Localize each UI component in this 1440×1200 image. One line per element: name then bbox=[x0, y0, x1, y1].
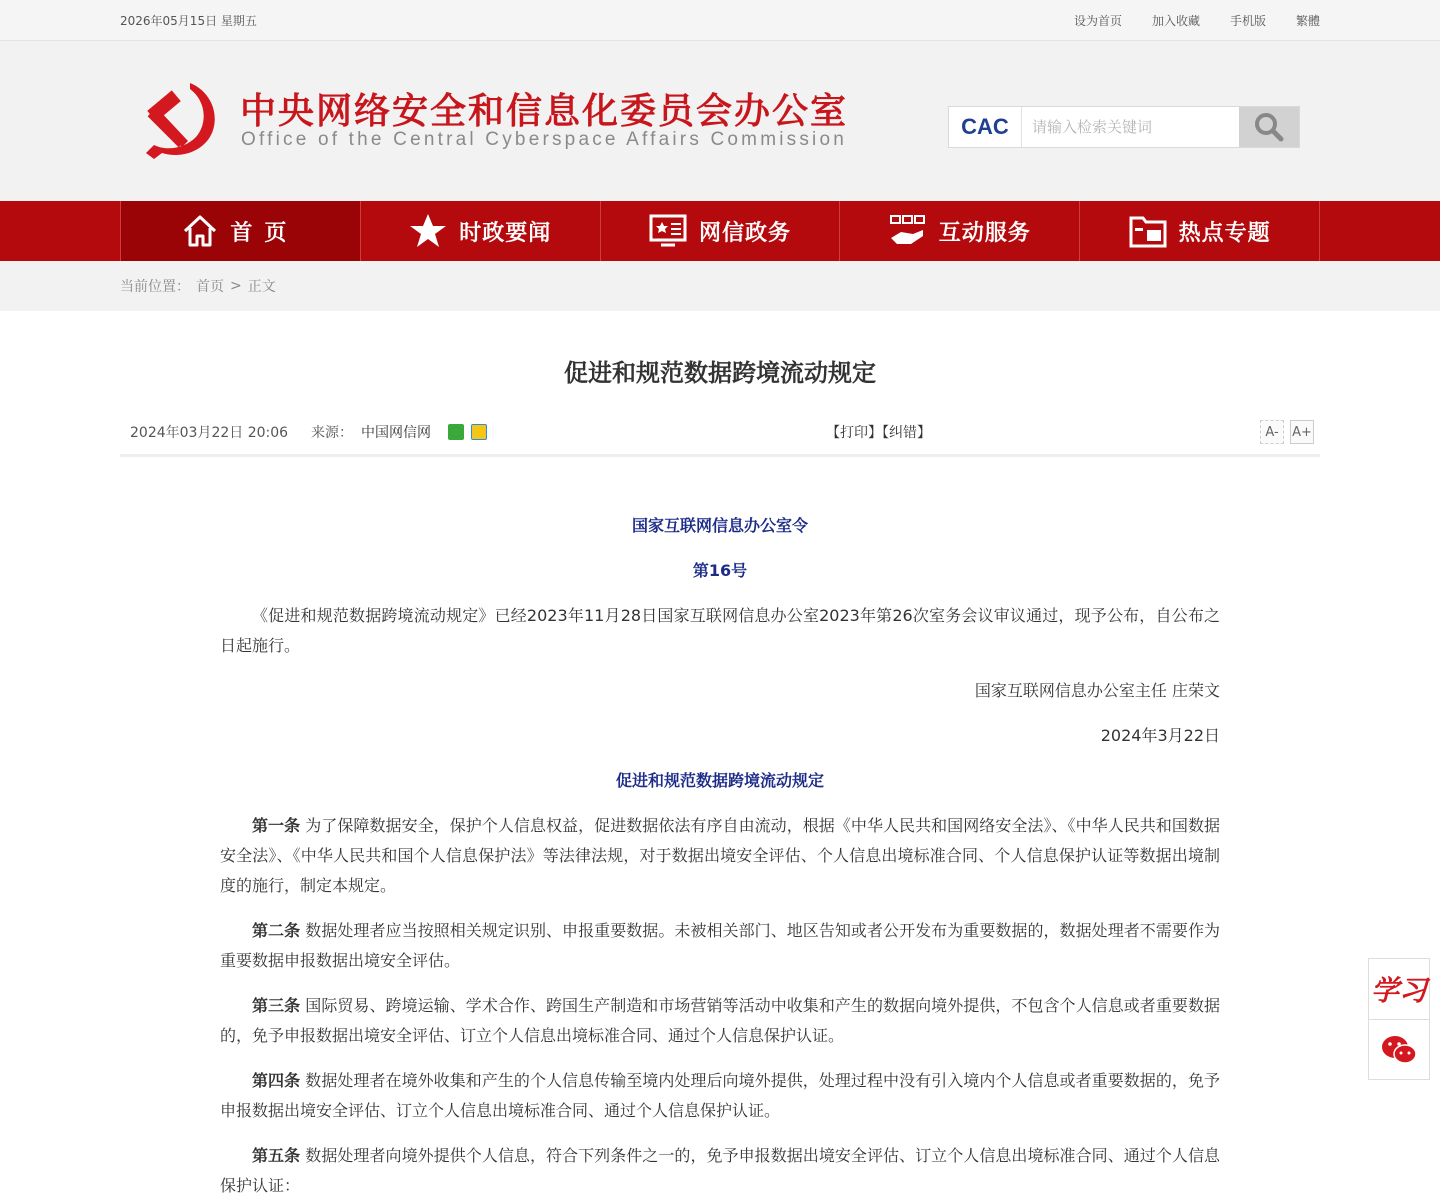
article-clause bbox=[220, 1141, 1220, 1200]
xuexi-label: 学习 bbox=[1370, 974, 1427, 1007]
clause-text: 为了保障数据安全，保护个人信息权益，促进数据依法有序自由流动，根据《中华人民共和国网络安全法》、《中华人民共和国数据安全法》、《中华人民共和国个人信息保护法》等法律法规，对于数据出境安全评估、个人信息出境标准合同、个人信息保护认证等数据出境制度的施行，制定本规定。 bbox=[220, 816, 1220, 895]
floating-side-links bbox=[1368, 958, 1430, 1080]
nav-item-home[interactable] bbox=[121, 201, 361, 261]
search-input[interactable] bbox=[1022, 107, 1239, 147]
source-label: 来源： bbox=[311, 425, 353, 441]
clause-heading: 第四条 bbox=[252, 1071, 301, 1090]
article bbox=[120, 353, 1320, 1200]
clause-text: 国际贸易、跨境运输、学术合作、跨国生产制造和市场营销等活动中收集和产生的数据向境外提供，不包含个人信息或者重要数据的，免予申报数据出境安全评估、订立个人信息出境标准合同、通过个人信息保护认证。 bbox=[220, 996, 1220, 1045]
article-meta bbox=[120, 413, 1320, 457]
breadcrumb-label: 当前位置： bbox=[120, 279, 190, 295]
star-icon bbox=[409, 213, 447, 249]
nav-item-affairs[interactable] bbox=[601, 201, 841, 261]
home-icon bbox=[182, 214, 218, 248]
current-date: 2026年05月15日 星期五 bbox=[120, 13, 257, 28]
nav-item-topics[interactable] bbox=[1080, 201, 1320, 261]
set-homepage-link[interactable]: 设为首页 bbox=[1073, 13, 1122, 28]
wechat-icon bbox=[1381, 1034, 1417, 1066]
clause-text: 数据处理者应当按照相关规定识别、申报重要数据。未被相关部门、地区告知或者公开发布为重要数据的，数据处理者不需要作为重要数据申报数据出境安全评估。 bbox=[220, 921, 1220, 970]
search-icon bbox=[1253, 111, 1285, 143]
share-buttons bbox=[448, 424, 494, 440]
hammer-sickle-icon[interactable] bbox=[138, 79, 220, 161]
site-title-cn[interactable]: 中央网络安全和信息化委员会办公室 bbox=[240, 91, 849, 132]
xuexi-link[interactable] bbox=[1369, 959, 1429, 1019]
order-title: 国家互联网信息办公室令 bbox=[631, 516, 808, 535]
breadcrumb-separator: > bbox=[230, 278, 242, 294]
article-source bbox=[311, 422, 431, 442]
clause-text: 数据处理者在境外收集和产生的个人信息传输至境内处理后向境外提供，处理过程中没有引入境内个人信息或者重要数据的，免予申报数据出境安全评估、订立个人信息出境标准合同、通过个人信息保护认证。 bbox=[220, 1071, 1220, 1120]
correct-link[interactable]: 【纠错】 bbox=[882, 425, 931, 441]
nav-label-home: 首页 bbox=[230, 220, 299, 246]
nav-label-topics: 热点专题 bbox=[1178, 220, 1271, 246]
search-box bbox=[948, 106, 1300, 148]
hand-icon bbox=[889, 214, 927, 248]
article-clause bbox=[220, 916, 1220, 976]
top-links bbox=[1044, 12, 1320, 29]
order-number: 第16号 bbox=[692, 561, 748, 580]
print-link[interactable]: 【打印】 bbox=[826, 425, 882, 441]
order-date: 2024年3月22日 bbox=[1100, 726, 1220, 745]
breadcrumb-home-link[interactable]: 首页 bbox=[196, 279, 224, 295]
top-utility-bar bbox=[0, 0, 1440, 41]
nav-label-news: 时政要闻 bbox=[459, 220, 552, 246]
order-intro: 《促进和规范数据跨境流动规定》已经2023年11月28日国家互联网信息办公室2023年第26次室务会议审议通过，现予公布，自公布之日起施行。 bbox=[220, 606, 1220, 655]
nav-item-interact[interactable] bbox=[840, 201, 1080, 261]
font-size-controls bbox=[1254, 420, 1314, 444]
main-nav bbox=[0, 201, 1440, 261]
breadcrumb bbox=[0, 261, 1440, 311]
clause-heading: 第三条 bbox=[252, 996, 301, 1015]
print-correct-links bbox=[826, 422, 931, 442]
site-title-en: Office of the Central Cyberspace Affairs Commission bbox=[241, 129, 848, 150]
clause-text: 数据处理者向境外提供个人信息，符合下列条件之一的，免予申报数据出境安全评估、订立个人信息出境标准合同、通过个人信息保护认证： bbox=[220, 1146, 1220, 1195]
source-name: 中国网信网 bbox=[361, 425, 431, 441]
nav-label-interact: 互动服务 bbox=[938, 220, 1031, 246]
qzone-share-icon[interactable] bbox=[471, 424, 487, 440]
article-datetime: 2024年03月22日 20:06 bbox=[130, 425, 289, 441]
clause-heading: 第五条 bbox=[252, 1146, 301, 1165]
clause-heading: 第一条 bbox=[252, 816, 301, 835]
article-clause bbox=[220, 811, 1220, 901]
font-smaller-button[interactable]: A- bbox=[1260, 420, 1284, 444]
wechat-share-icon[interactable] bbox=[448, 424, 464, 440]
traditional-chinese-link[interactable]: 繁體 bbox=[1295, 13, 1320, 28]
clause-heading: 第二条 bbox=[252, 921, 301, 940]
order-signer: 国家互联网信息办公室主任 庄荣文 bbox=[974, 681, 1220, 700]
breadcrumb-current: 正文 bbox=[247, 279, 276, 295]
search-button[interactable] bbox=[1239, 107, 1299, 147]
article-title: 促进和规范数据跨境流动规定 bbox=[564, 359, 876, 387]
screen-icon bbox=[649, 214, 687, 248]
site-header bbox=[0, 41, 1440, 201]
article-clause bbox=[220, 1066, 1220, 1126]
nav-item-news[interactable] bbox=[361, 201, 601, 261]
mobile-version-link[interactable]: 手机版 bbox=[1229, 13, 1266, 28]
font-larger-button[interactable]: A+ bbox=[1290, 420, 1314, 444]
cac-logo: CAC bbox=[949, 107, 1022, 147]
folder-icon bbox=[1129, 214, 1167, 248]
article-clause bbox=[220, 991, 1220, 1051]
regulation-title: 促进和规范数据跨境流动规定 bbox=[615, 771, 824, 790]
nav-label-affairs: 网信政务 bbox=[698, 220, 791, 246]
wechat-link[interactable] bbox=[1369, 1019, 1429, 1079]
add-favorite-link[interactable]: 加入收藏 bbox=[1151, 13, 1200, 28]
article-content bbox=[220, 511, 1220, 1200]
